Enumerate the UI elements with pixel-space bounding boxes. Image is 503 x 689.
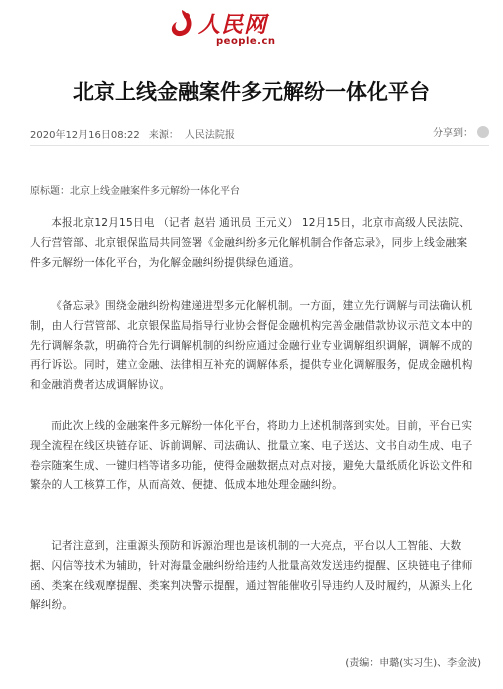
share-bar [433, 124, 489, 139]
editor-credit: (责编：申璐(实习生)、李金波) [345, 658, 481, 669]
source-label: 来源： [148, 130, 179, 141]
logo-url: people.cn [216, 36, 276, 47]
header-divider [30, 145, 489, 146]
share-icon[interactable] [477, 126, 489, 138]
original-title-label: 原标题： [30, 186, 70, 197]
article-paragraph: 本报北京12月15日电 （记者 赵岩 通讯员 王元义） 12月15日，北京市高级人民法院、人行营管部、北京银保监局共同签署《金融纠纷多元化解机制合作备忘录》，同步上线金融案件多元解纷一体化平台，为化解金融纠纷提供绿色通道。 [30, 217, 470, 269]
article-paragraph: 记者注意到，注重源头预防和诉源治理也是该机制的一大亮点，平台以人工智能、大数据、闪信等技术为辅助，针对海量金融纠纷给违约人批量高效发送违约提醒、区块链电子律师函、类案在线观摩提醒、类案判决警示提醒，通过智能催收引导违约人及时履约，从源头上化解纠纷。 [30, 540, 473, 612]
logo-wordmark: 人民网 [198, 12, 268, 38]
share-label: 分享到： [433, 128, 473, 139]
source-link[interactable]: 人民法院报 [184, 130, 235, 141]
source-info [149, 130, 235, 141]
original-title-line [30, 182, 240, 197]
original-title: 北京上线金融案件多元解纷一体化平台 [70, 186, 240, 197]
article-paragraph: 而此次上线的金融案件多元解纷一体化平台，将助力上述机制落到实处。目前，平台已实现全流程在线区块链存证、诉前调解、司法确认、批量立案、电子送达、文书自动生成、电子卷宗随案生成、一键归档等诸多功能，使得金融数据点对点对接，避免大量纸质化诉讼文件和繁杂的人工核算工作，从而高效、便捷、低成本地处理金融纠纷。 [30, 420, 473, 492]
publish-datetime: 2020年12月16日08:22 [30, 130, 140, 141]
site-logo[interactable] [168, 6, 338, 50]
article-title: 北京上线金融案件多元解纷一体化平台 [73, 80, 430, 104]
article-paragraph: 《备忘录》围绕金融纠纷构建递进型多元化解机制。一方面，建立先行调解与司法确认机制，由人行营管部、北京银保监局指导行业协会督促金融机构完善金融借款协议示范文本中的先行调解条款，明确符合先行调解机制的纠纷应通过金融行业专业调解组织调解，调解不成的再行诉讼。同时，建立金融、法律相互补充的调解体系，提供专业化调解服务，促成金融机构和金融消费者达成调解协议。 [30, 300, 473, 392]
people-daily-emblem-icon [168, 8, 196, 42]
article-meta [30, 126, 235, 141]
